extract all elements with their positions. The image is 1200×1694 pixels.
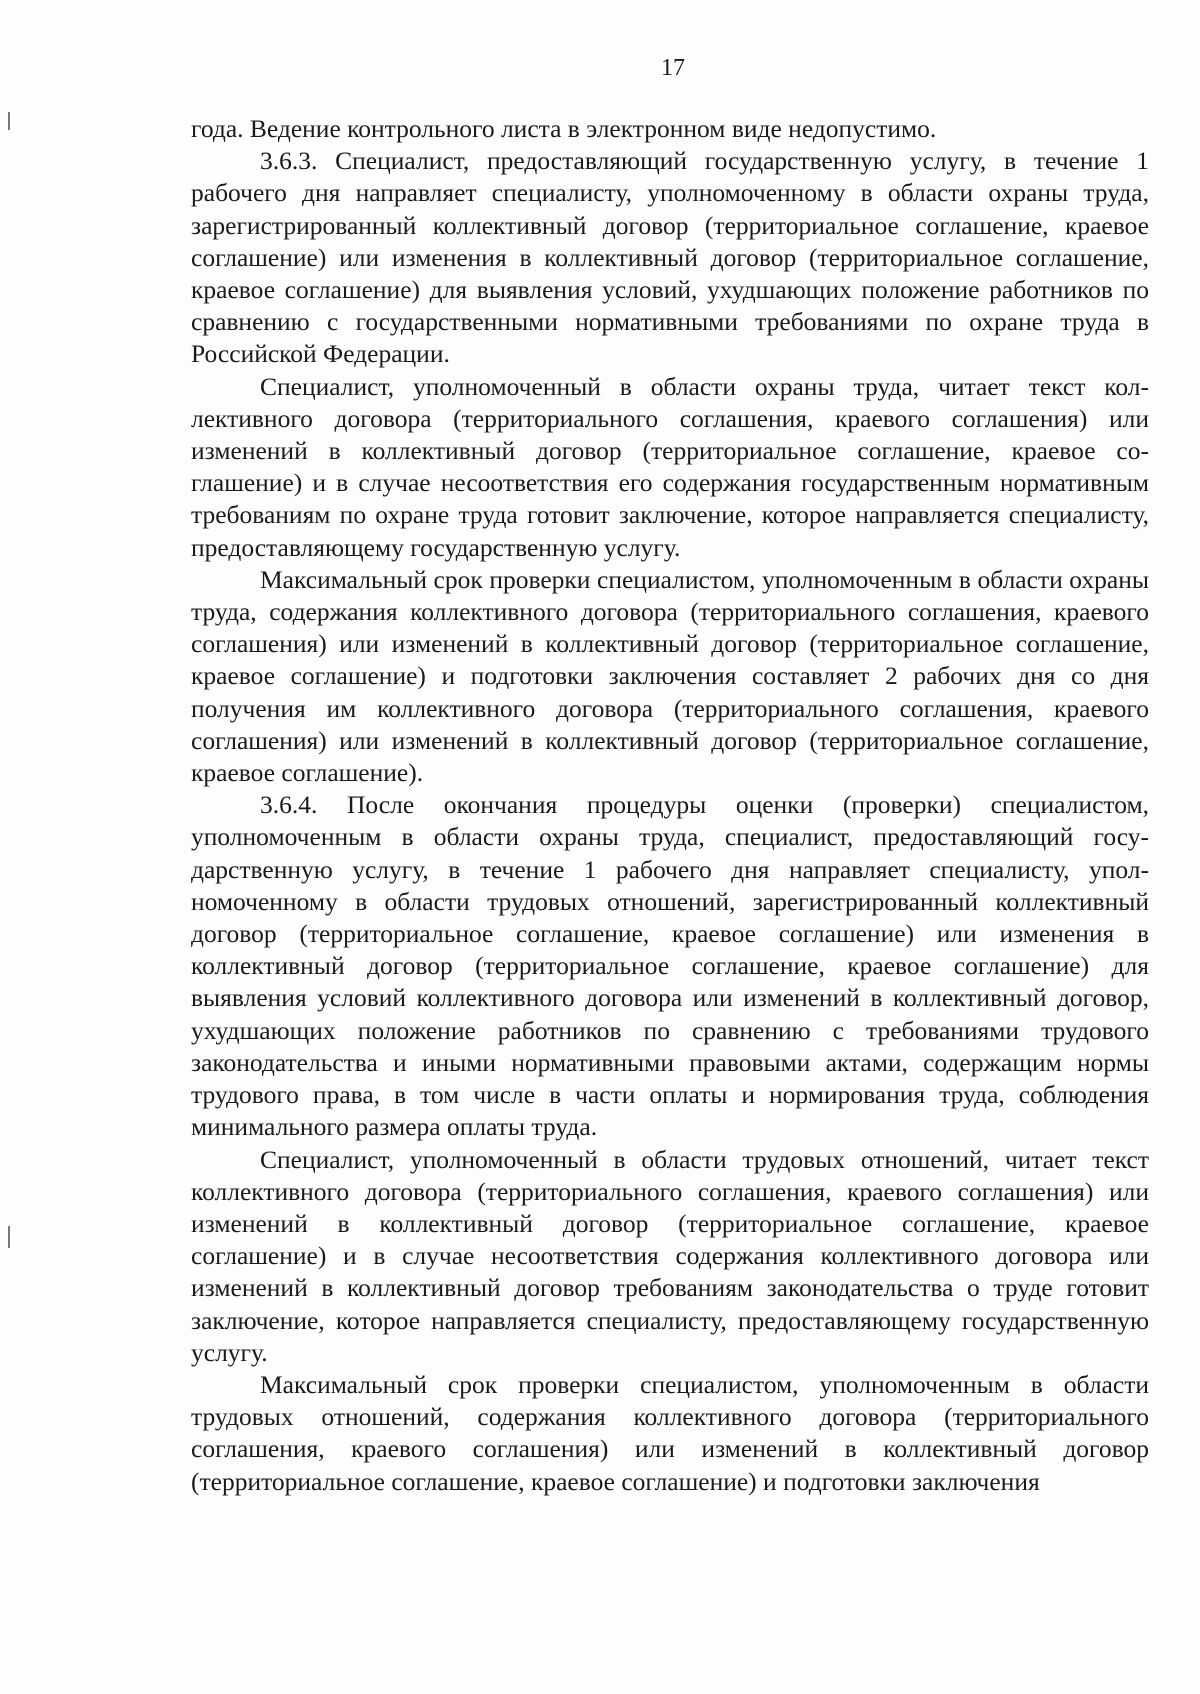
scan-margin-mark	[8, 112, 10, 130]
paragraph-labor-safety-review: Специалист, уполномоченный в области охраны труда, читает текст коллективного договора (территориального соглашения, краевого соглашения) или изменений в коллективный договор (территориальное соглашение, краевое соглашение) и в случае несоответствия его содержания государственным нормативным требованиям по охране труда готовит заключение, которое направляется специалисту, предоставляющему государственную услугу.	[191, 371, 1149, 562]
page-number: 17	[661, 55, 685, 81]
scan-margin-mark	[8, 1226, 10, 1248]
document-text	[191, 113, 1149, 1498]
paragraph-labor-safety-deadline: Максимальный срок проверки специалистом, уполномоченным в области охраны труда, содержания коллективного договора (территориального соглашения, краевого соглашения) или изменений в коллективный договор (территориальное соглашение, краевое соглашение) и подготовки заключения составляет 2 рабочих дня со дня получения им коллективного договора (территориального соглашения, краевого соглашения) или изменений в коллективный договор (территориальное соглашение, краевое соглашение).	[191, 564, 1149, 788]
paragraph-continuation: года. Ведение контрольного листа в электронном виде недопустимо.	[191, 114, 937, 143]
paragraph-labor-relations-review: Специалист, уполномоченный в области трудовых отношений, читает текст коллективного договора (территориального соглашения, краевого соглашения) или изменений в коллективный договор (территориальное соглашение, краевое соглашение) и в случае несоответствия содержания коллективного договора или изменений в коллективный договор требованиям законодательства о труде готовит заключение, которое направляется специалисту, предоставляющему государственную услугу.	[191, 1144, 1149, 1367]
paragraph-labor-relations-deadline: Максимальный срок проверки специалистом, уполномоченным в области трудовых отношений, содержания коллективного договора (территориального соглашения, краевого соглашения) или изменений в коллективный договор (территориальное соглашение, краевое соглашение) и подготовки заключения	[191, 1369, 1149, 1496]
paragraph-3-6-4: 3.6.4. После окончания процедуры оценки (проверки) специалистом, уполномоченным в области охраны труда, специалист, предоставляющий государственную услугу, в течение 1 рабочего дня направляет специалисту, уполномоченному в области трудовых отношений, зарегистрированный коллективный договор (территориальное соглашение, краевое соглашение) или изменения в коллективный договор (территориальное соглашение, краевое соглашение) для выявления условий коллективного договора или изменений в коллективный договор, ухудшающих положение работников по сравнению с требованиями трудового законодательства и иными нормативными правовыми актами, содержащим нормы трудового права, в том числе в части оплаты и нормирования труда, соблюдения минимального размера оплаты труда.	[191, 790, 1149, 1142]
paragraph-3-6-3: 3.6.3. Специалист, предоставляющий государственную услугу, в течение 1 рабочего дня направляет специалисту, уполномоченному в области охраны труда, зарегистрированный коллективный договор (территориальное соглашение, краевое соглашение) или изменения в коллективный договор (территориальное соглашение, краевое соглашение) для выявления условий, ухудшающих положение работников по сравнению с государственными нормативными требованиями по охране труда в Российской Федерации.	[191, 146, 1149, 369]
